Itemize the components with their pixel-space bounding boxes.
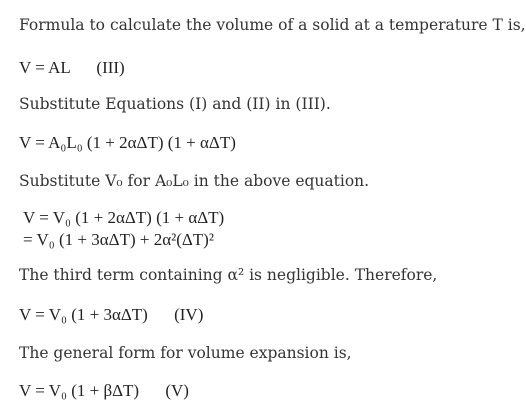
equation-v [19,381,189,401]
equation-v-body: V = V₀ (1 + βΔT) [19,381,140,400]
equation-expanded-line2: = V₀ (1 + 3αΔT) + 2α²(ΔT)² [23,230,214,249]
equation-iv-tag: (IV) [174,305,204,324]
equation-iii-body: V = AL [19,58,71,77]
equation-iv-body: V = V₀ (1 + 3αΔT) [19,305,148,324]
equation-iii [19,58,125,78]
negligible-text: The third term containing α² is negligible. Therefore, [19,266,438,284]
substitute-v0-text: Substitute V₀ for A₀L₀ in the above equation. [19,172,370,190]
general-form-text: The general form for volume expansion is, [19,344,352,362]
equation-v-tag: (V) [165,381,189,400]
substitute-text: Substitute Equations (I) and (II) in (III). [19,95,331,113]
intro-text: Formula to calculate the volume of a solid at a temperature T is, [19,16,526,34]
equation-substituted: V = A₀L₀ (1 + 2αΔT) (1 + αΔT) [19,133,236,152]
equation-expanded-line1: V = V₀ (1 + 2αΔT) (1 + αΔT) [23,208,225,227]
equation-iii-tag: (III) [96,58,125,77]
equation-iv [19,305,203,325]
